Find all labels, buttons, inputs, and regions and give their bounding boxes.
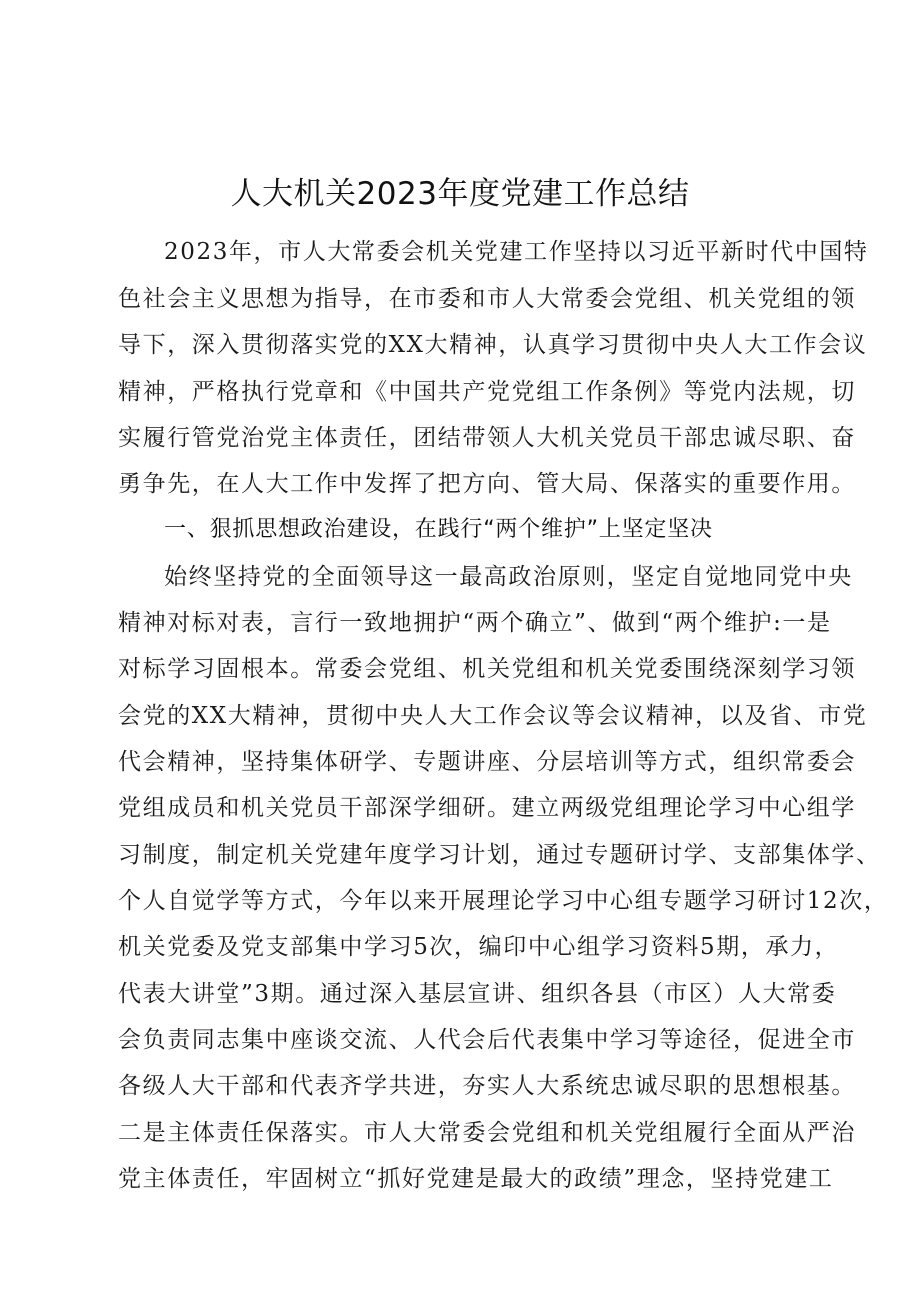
section-line: 对标学习固根本。常委会党组、机关党组和机关党委围绕深刻学习领 — [118, 656, 856, 682]
section-line: 个人自觉学等方式，今年以来开展理论学习中心组专题学习研讨12次， — [118, 888, 889, 914]
intro-line: 色社会主义思想为指导，在市委和市人大常委会党组、机关党组的领 — [118, 286, 856, 312]
intro-line: 导下，深入贯彻落实党的XX大精神，认真学习贯彻中央人大工作会议 — [118, 332, 868, 358]
intro-line: 2023年，市人大常委会机关党建工作坚持以习近平新时代中国特 — [164, 239, 869, 265]
section-line: 党组成员和机关党员干部深学细研。建立两级党组理论学习中心组学 — [118, 795, 856, 821]
section-line: 各级人大干部和代表齐学共进，夯实人大系统忠诚尽职的思想根基。 — [118, 1073, 856, 1099]
section-line: 党主体责任，牢固树立“抓好党建是最大的政绩”理念，坚持党建工 — [118, 1166, 834, 1192]
section-line: 习制度，制定机关党建年度学习计划，通过专题研讨学、支部集体学、 — [118, 842, 881, 868]
intro-line: 勇争先，在人大工作中发挥了把方向、管大局、保落实的重要作用。 — [118, 471, 856, 497]
section-line: 精神对标对表，言行一致地拥护“两个确立”、做到“两个维护:一是 — [118, 610, 832, 636]
intro-line: 实履行管党治党主体责任，团结带领人大机关党员干部忠诚尽职、奋 — [118, 425, 856, 451]
section-heading: 一、狠抓思想政治建设，在践行“两个维护”上坚定坚决 — [164, 517, 713, 542]
intro-line: 精神，严格执行党章和《中国共产党党组工作条例》等党内法规，切 — [118, 379, 856, 405]
section-line: 机关党委及党支部集中学习5次，编印中心组学习资料5期，承力， — [118, 934, 840, 960]
section-line: 会负责同志集中座谈交流、人代会后代表集中学习等途径，促进全市 — [118, 1027, 856, 1053]
section-line: 会党的XX大精神，贯彻中央人大工作会议等会议精神，以及省、市党 — [118, 703, 868, 729]
section-line: 代会精神，坚持集体研学、专题讲座、分层培训等方式，组织常委会 — [118, 749, 856, 775]
section-line: 代表大讲堂”3期。通过深入基层宣讲、组织各县（市区）人大常委 — [118, 981, 837, 1007]
document-title: 人大机关2023年度党建工作总结 — [230, 176, 690, 212]
section-line: 始终坚持党的全面领导这一最高政治原则，坚定自觉地同党中央 — [164, 564, 853, 590]
section-line: 二是主体责任保落实。市人大常委会党组和机关党组履行全面从严治 — [118, 1120, 856, 1146]
